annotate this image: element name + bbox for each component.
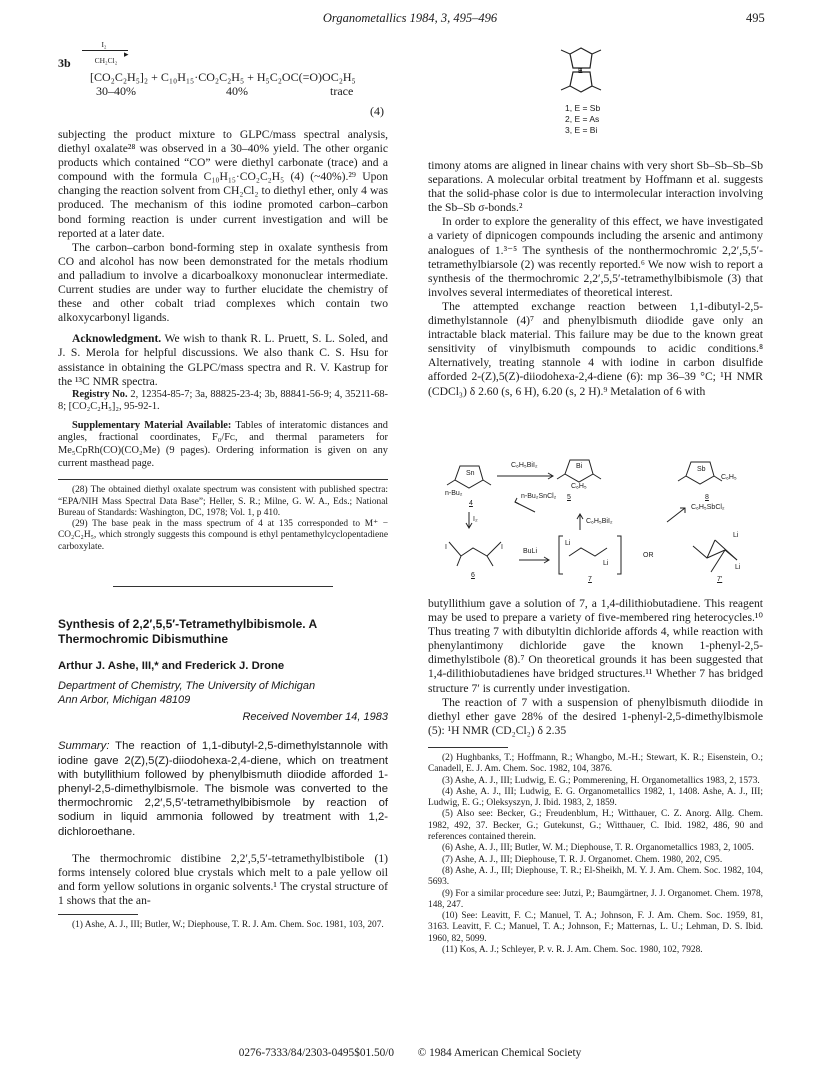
scheme-c6h5bii2-b: C₆H₅BiI₂ [586,518,613,525]
scheme-li-3: Li [733,532,739,539]
eq-reactant: 3b [58,56,71,70]
scheme-or: OR [643,552,654,559]
eq-products: [CO₂C₂H₅]₂ + C₁₀H₁₅·CO₂C₂H₅ + H₅C₂OC(=O)OC₂H₅ [90,70,356,84]
summary-heading: Summary: [58,740,110,753]
eq-reagent-bottom: CH₂Cl₂ [94,56,118,65]
reaction-scheme [445,452,765,592]
footnote-28: (28) The obtained diethyl oxalate spectrum was consistent with published spectra: “EPA/NIH Mass Spectral Data Base”; Heller, S. R.; Milne, G. W. A., Eds.; National Bureau of Standards: Washington, DC, 1978; Vol. 1, p 410. [58,485,388,518]
right-paragraph-5: The reaction of 7 with a suspension of phenylbismuth diiodide in diethyl ether gave 28% of the desired 1-phenyl-2,5-dimethylbismole (5): ¹H NMR (CD₂Cl₂) δ 2.35 [428,695,763,737]
right-paragraph-1: timony atoms are aligned in linear chains with very short Sb–Sb–Sb–Sb separations. A molecular orbital treatment by Hoffmann et al. suggests that the solid-phase color is due to intermolecular interaction involving the Sb–Sb σ-bonds.² [428,159,763,215]
footnote-5: (5) Also see: Becker, G.; Freudenblum, H.; Witthauer, C. Z. Anorg. Allg. Chem. 1982, 492, 37. Becker, G.; Gutekunst, G.; Witthauer, C. Ibid. 1982, 486, 90 and references contained therein. [428,809,763,843]
left-paragraph-2: The carbon–carbon bond-forming step in oxalate synthesis from CO and alcohol has now been demonstrated for the metals rhodium and palladium to involve a dicarboalkoxy mononuclear intermediate. Current studies are under way to further elucidate the chemistry of these and other cobalt triad complexes which contain two alkoxycarbonyl ligands. [58,240,388,325]
scheme-i-1: I [445,544,447,551]
structure-label-3: 3, E = Bi [565,125,598,135]
affiliation-1: Department of Chemistry, The University of Michigan [58,680,316,693]
eq-reagent-top: I₂ [101,40,107,49]
ack-heading: Acknowledgment. [72,332,162,346]
left-paragraph-1: subjecting the product mixture to GLPC/mass spectral analysis, diethyl oxalate²⁸ was observed in a 30–40% yield. The other organic products which contained “CO” were diethyl carbonate (trace) and a compound with the formula C₁₀H₁₅·CO₂C₂H₅ (4) (~40%).²⁹ Upon changing the reaction solvent from CH₂Cl₂ to diethyl ether, only 4 was produced. The mechanism of this iodine promoted carbon–carbon bond forming reaction is under current investigation and will be reported at a later date. [58,128,388,240]
scheme-c6h5-b: C₆H₅ [721,474,737,481]
left-column [58,128,388,932]
scheme-c6h5: C₆H₅ [571,483,587,490]
footnote-4: (4) Ashe, A. J., III; Ludwig, E. G. Organometallics 1982, 1, 1408. Ashe, A. J., III; Ludwig, E. G.; Oleksyszyn, J. Ibid. 1983, 2, 1859. [428,786,763,809]
scheme-i2: I₂ [473,516,478,523]
footnote-rule-2 [58,914,138,915]
left-paragraph-3: The thermochromic distibine 2,2′,5,5′-tetramethylbistibole (1) forms intensely colored blue crystals which melt to a pale yellow oil and form yellow solutions in organic solvents.¹ The crystal structure of 1 shows that the an- [58,851,388,908]
bipnictole-structure [555,44,625,96]
scheme-c6h5sbcl2: C₆H₅SbCl₂ [691,504,725,511]
scheme-4: 4 [469,500,473,507]
page-footer [0,1047,820,1059]
registry-text: 2, 12354-85-7; 3a, 88825-23-4; 3b, 88841-56-9; 4, 35211-68-8; [CO₂C₂H₅]₂, 95-92-1. [58,388,388,413]
registry [58,389,388,414]
scheme-li-2: Li [603,560,609,567]
supp-text: Tables of interatomic distances and angles, fractional coordinates, F₀/Fᴄ, and thermal parameters for Me₅CpRh(CO)(CO₂Me) (9 pages). Ordering information is given on any current masthead page. [58,419,388,469]
journal-header: Organometallics 1984, 3, 495–496 [322,11,498,25]
acknowledgment [58,332,388,388]
footnote-6: (6) Ashe, A. J., III; Butler, W. M.; Diephouse, T. R. Organometallics 1983, 2, 1005. [442,843,754,854]
scheme-nbu2: n-Bu₂ [445,490,463,497]
footnote-29: (29) The base peak in the mass spectrum of 4 at 135 corresponded to M⁺ − CO₂C₂H₅, which strongly suggests this compound is ethyl pentamethylcyclopentadiene carboxylate. [58,519,388,552]
scheme-nbu2sncl2: n-Bu₂SnCl₂ [521,493,557,500]
page-number: 495 [746,11,765,25]
footnote-2: (2) Hughbanks, T.; Hoffmann, R.; Whangbo, M.-H.; Stewart, K. R.; Eisenstein, O.; Canadell, E. J. Am. Chem. Soc. 1982, 104, 3876. [428,752,763,775]
equation-4 [58,38,388,118]
footer-code: 0276-7333/84/2303-0495$01.50/0 [238,1047,395,1059]
footer-copyright: © 1984 American Chemical Society [417,1047,582,1059]
footnote-10: (10) See: Leavitt, F. C.; Manuel, T. A.; Johnson, F. J. Am. Chem. Soc. 1959, 81, 3163. Leavitt, F. C.; Manuel, T. A.; Johnson, F.; Matternas, L. U.; Lehman, D. S. Ibid. 1960, 82, 5099. [428,911,763,944]
registry-heading: Registry No. [72,388,128,400]
right-column-bottom [428,597,763,956]
footnote-8: (8) Ashe, A. J., III; Diephouse, T. R.; El-Sheikh, M. Y. J. Am. Chem. Soc. 1982, 104, 5693. [428,865,763,888]
right-paragraph-2: In order to explore the generality of this effect, we have investigated a variety of dipnicogen compounds including the arsenic and antimony analogues of 1.³⁻⁵ The synthesis of the nonthermochromic 2,2′,5,5′-tetramethylbiarsole (2) was recently reported.⁶ We now wish to report a synthesis of the thermochromic 2,2′,5,5′-tetramethylbibismole (3) that involves several intermediates of theoretical interest. [428,215,763,299]
scheme-i-2: I [501,544,503,551]
eq-number: (4) [370,104,384,118]
right-paragraph-3: The attempted exchange reaction between 1,1-dibutyl-2,5-dimethylstannole (4)⁷ and phenylbismuth diiodide gave only an intractable black material. This failure may be due to the known great sensitivity of vinylbismuth compounds to acidic conditions.⁸ Alternatively, treating stannole 4 with iodine in carbon disulfide afforded 2-(Z),5(Z)-diiodohexa-2,4-diene (6): mp 36–39 °C; ¹H NMR (CDCl₃) δ 2.60 (s, 6 H), 6.20 (s, 2 H).⁹ Metalation of 6 with [428,299,763,398]
ack-text: We wish to thank R. L. Pruett, S. L. Soled, and J. S. Merola for helpful discussions. We also thank C. S. Hsu for assistance in obtaining the GLPC/mass spectra and R. V. Kastrup for the ¹³C NMR spectra. [58,332,388,388]
scheme-sn: Sn [466,470,475,477]
article-authors: Arthur J. Ashe, III,* and Frederick J. Drone [58,660,285,673]
scheme-li-1: Li [565,540,571,547]
scheme-buli: BuLi [523,548,538,555]
scheme-8: 8 [705,494,709,501]
right-column-top [428,159,763,399]
eq-yield-2: 40% [226,84,248,98]
supp-heading: Supplementary Material Available: [72,419,232,431]
article-title: Synthesis of 2,2′,5,5′-Tetramethylbibismole. A Thermochromic Dibismuthine [58,617,317,646]
scheme-6: 6 [471,572,475,579]
supplementary [58,420,388,470]
article-divider [113,586,333,587]
summary [58,739,388,838]
structure-labels [565,103,600,136]
footnote-rule-3 [428,747,508,748]
scheme-li-4: Li [735,564,741,571]
right-footnotes [428,753,763,956]
scheme-7-prime: 7′ [717,576,723,583]
svg-text:E: E [578,68,583,75]
footnote-7: (7) Ashe, A. J., III; Diephouse, T. R. J. Organomet. Chem. 1980, 202, C95. [442,854,723,865]
footnote-1: (1) Ashe, A. J., III; Butler, W.; Diephouse, T. R. J. Am. Chem. Soc. 1981, 103, 207. [72,920,384,931]
summary-text: The reaction of 1,1-dibutyl-2,5-dimethylstannole with iodine gave 2(Z),5(Z)-diiodohexa-2,4-diene, which on treatment with butyllithium followed by phenylbismuth diiodide afforded 1-phenyl-2,5-dimethylbismole. The bismole was converted to the thermochromic 2,2′,5,5′-tetramethylbibismole by reaction of sodium in liquid ammonia followed by treatment with 1,2-dichloroethane. [58,740,388,838]
eq-arrow [82,50,128,51]
scheme-sb: Sb [697,466,706,473]
footnote-9: (9) For a similar procedure see: Jutzi, P.; Baumgärtner, J. J. Organomet. Chem. 1978, 148, 247. [428,888,763,910]
footnote-11: (11) Kos, A. J.; Schleyer, P. v. R. J. Am. Chem. Soc. 1980, 102, 7928. [442,944,703,955]
right-paragraph-4: butyllithium gave a solution of 7, a 1,4-dilithiobutadiene. This reagent may be used to prepare a variety of five-membered ring heterocycles.¹⁰ Thus treating 7 with dibutyltin dichloride affords 4, while reaction with phenylantimony dichloride gave the known 1-phenyl-2,5-dimethylstibole (8).⁷ On theoretical grounds it has been suggested that 1,4-dilithiobutadienes have bridged structures.¹¹ Whether 7 has bridged structure 7′ is currently under investigation. [428,597,763,695]
eq-yield-1: 30–40% [96,84,136,98]
received-date: Received November 14, 1983 [242,711,388,724]
structure-label-1: 1, E = Sb [565,103,601,113]
footnote-3: (3) Ashe, A. J., III; Ludwig, E. G.; Pommerening, H. Organometallics 1983, 2, 1573. [442,775,760,786]
scheme-c6h5bii2: C₆H₅BiI₂ [511,462,538,469]
scheme-7: 7 [588,576,592,583]
affiliation-2: Ann Arbor, Michigan 48109 [58,694,191,707]
scheme-bi: Bi [576,463,583,470]
eq-arrow-head: ▸ [124,49,129,59]
structure-label-2: 2, E = As [565,114,600,124]
eq-yield-3: trace [330,84,354,98]
footnote-rule [58,479,388,480]
scheme-5: 5 [567,494,571,501]
